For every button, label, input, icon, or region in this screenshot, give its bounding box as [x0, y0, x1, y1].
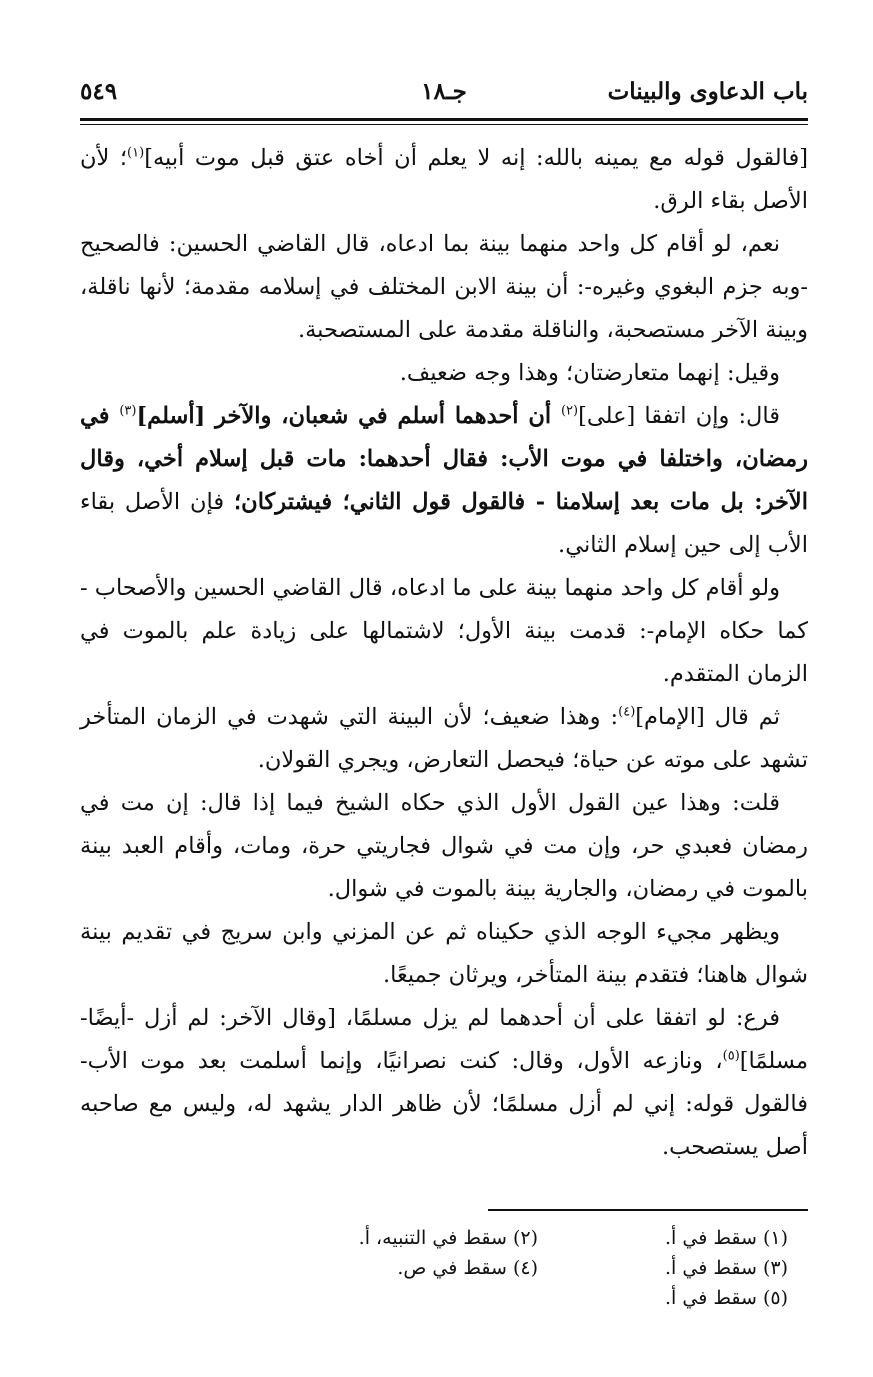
- text-segment: ثم قال [الإمام]: [635, 704, 780, 730]
- chapter-title: باب الدعاوى والبينات: [607, 78, 808, 105]
- paragraph: [80, 395, 808, 567]
- text-segment: قلت: وهذا عين القول الأول الذي حكاه الشيخ فيما إذا قال: إن مت في رمضان فعبدي حر، وإن مت في شوال فجاريتي حرة، ومات، وأقام العبد بينة بالموت في رمضان، والجارية بينة بالموت في شوال.: [80, 790, 808, 902]
- text-segment: قال: وإن اتفقا [على]: [578, 403, 781, 429]
- bold-text: في رمضان، واختلفا في موت الأب: فقال أحدهما: مات قبل إسلام أخي، وقال الآخر: بل مات بعد إسلامنا - فالقول قول الثاني؛ فيشتركان؛: [80, 403, 809, 515]
- paragraph: [80, 782, 808, 911]
- bold-text: أن أحدهما أسلم في شعبان، والآخر [أسلم]: [136, 403, 561, 429]
- footnote: (١) سقط في أ.: [665, 1227, 788, 1249]
- footnote-ref: (٢): [560, 403, 579, 419]
- paragraph: [80, 223, 808, 352]
- footnotes: [80, 1223, 808, 1313]
- text-segment: : وهذا ضعيف؛ لأن البينة التي شهدت في الزمان المتأخر تشهد على موته عن حياة؛ فيحصل التعارض، ويجري القولان.: [80, 704, 808, 773]
- text-segment: نعم، لو أقام كل واحد منهما بينة بما ادعاه، قال القاضي الحسين: فالصحيح -وبه جزم البغوي وغيره-: أن بينة الابن المختلف في إسلامه مقدمة؛ لأنها ناقلة، وبينة الآخر مستصحبة، والناقلة مقدمة على المستصحبة.: [80, 231, 808, 343]
- book-page: [80, 70, 808, 1313]
- footnote: (٥) سقط في أ.: [665, 1287, 788, 1309]
- paragraph: [80, 696, 808, 782]
- text-segment: فرع: لو اتفقا على أن أحدهما لم يزل مسلمًا، [وقال الآخر: لم أزل -أيضًا- مسلمًا]: [80, 1005, 808, 1074]
- paragraph: [80, 137, 808, 223]
- paragraph: [80, 352, 808, 395]
- paragraph: [80, 567, 808, 696]
- running-header: [80, 70, 808, 118]
- text-segment: ويظهر مجيء الوجه الذي حكيناه ثم عن المزني وابن سريج في تقديم بينة شوال هاهنا؛ فتقدم بينة المتأخر، ويرثان جميعًا.: [80, 919, 808, 988]
- footnote: (٢) سقط في التنبيه، أ.: [358, 1227, 538, 1249]
- footnote-ref: (٥): [722, 1048, 740, 1064]
- main-text: [80, 137, 808, 1169]
- text-segment: وقيل: إنهما متعارضتان؛ وهذا وجه ضعيف.: [399, 360, 780, 386]
- text-segment: ؛ لأن الأصل بقاء الرق.: [80, 145, 808, 214]
- footnote-ref: (١): [127, 145, 145, 161]
- header-rule-thick: [80, 118, 808, 121]
- volume-label: جـ١٨: [421, 78, 467, 105]
- text-segment: فإن الأصل بقاء الأب إلى حين إسلام الثاني.: [80, 489, 808, 558]
- header-rule-thin: [80, 124, 808, 125]
- paragraph: [80, 911, 808, 997]
- footnote-ref: (٤): [618, 704, 636, 720]
- text-segment: ولو أقام كل واحد منهما بينة على ما ادعاه، قال القاضي الحسين والأصحاب - كما حكاه الإمام-: قدمت بينة الأول؛ لاشتمالها على زيادة علم بالموت في الزمان المتقدم.: [80, 575, 808, 687]
- footnote-ref: (٣): [119, 403, 137, 419]
- footnote: (٤) سقط في ص.: [397, 1257, 538, 1279]
- text-segment: [فالقول قوله مع يمينه بالله: إنه لا يعلم أن أخاه عتق قبل موت أبيه]: [144, 145, 808, 171]
- footnote: (٣) سقط في أ.: [665, 1257, 788, 1279]
- page-number: ٥٤٩: [80, 78, 118, 105]
- text-segment: ، ونازعه الأول، وقال: كنت نصرانيًا، وإنما أسلمت بعد موت الأب- فالقول قوله: إني لم أزل مسلمًا؛ لأن ظاهر الدار يشهد له، وليس مع صاحبه أصل يستصحب.: [80, 1048, 808, 1160]
- paragraph: [80, 997, 808, 1169]
- footnote-separator: [488, 1209, 808, 1211]
